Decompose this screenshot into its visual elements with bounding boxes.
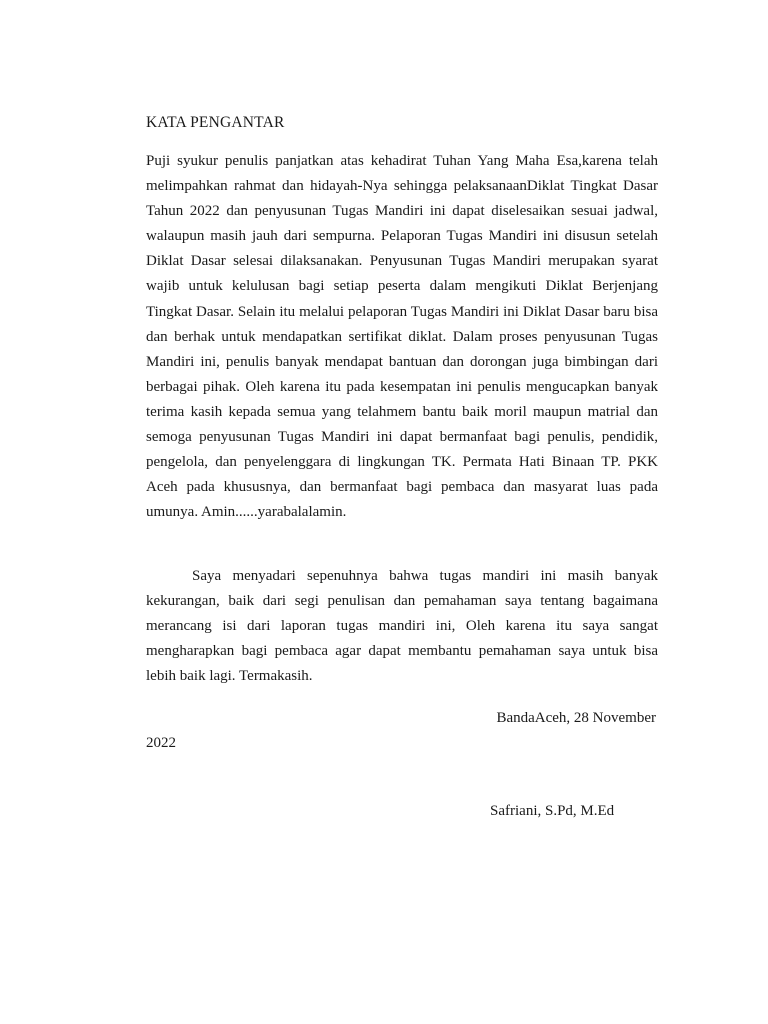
place-date-text: BandaAceh, 28 November — [496, 710, 656, 726]
signature-name: Safriani, S.Pd, M.Ed — [490, 803, 615, 819]
place-date — [146, 706, 658, 756]
paragraph-closing: Saya menyadari sepenuhnya bahwa tugas mandiri ini masih banyak kekurangan, baik dari segi penulisan dan pemahaman saya tentang bagaimana merancang isi dari laporan tugas mandiri ini, Oleh karena itu saya sangat mengharapkan bagi pembaca agar dapat membantu pemahaman saya untuk bisa lebih baik lagi. Termakasih. — [146, 568, 658, 685]
place-date-year: 2022 — [146, 735, 176, 751]
paragraph-intro: Puji syukur penulis panjatkan atas kehadirat Tuhan Yang Maha Esa,karena telah melimpahkan rahmat dan hidayah-Nya sehingga pelaksanaanDiklat Tingkat Dasar Tahun 2022 dan penyusunan Tugas Mandiri ini dapat diselesaikan sesuai jadwal, walaupun masih jauh dari sempurna. Pelaporan Tugas Mandiri ini disusun setelah Diklat Dasar selesai dilaksanakan. Penyusunan Tugas Mandiri merupakan syarat wajib untuk kelulusan bagi setiap peserta dalam mengikuti Diklat Berjenjang Tingkat Dasar. Selain itu melalui pelaporan Tugas Mandiri ini Diklat Dasar baru bisa dan berhak untuk mendapatkan sertifikat diklat. Dalam proses penyusunan Tugas Mandiri ini, penulis banyak mendapat bantuan dan dorongan juga bimbingan dari berbagai pihak. Oleh karena itu pada kesempatan ini penulis mengucapkan banyak terima kasih kepada semua yang telahmem bantu baik moril maupun matrial dan semoga penyusunan Tugas Mandiri ini dapat bermanfaat bagi penulis, pendidik, pengelola, dan penyelenggara di lingkungan TK. Permata Hati Binaan TP. PKK Aceh pada khususnya, dan bermanfaat bagi pembaca dan masyarat luas pada umunya. Amin......yarabalalamin. — [146, 153, 658, 521]
document-title: KATA PENGANTAR — [146, 114, 285, 131]
